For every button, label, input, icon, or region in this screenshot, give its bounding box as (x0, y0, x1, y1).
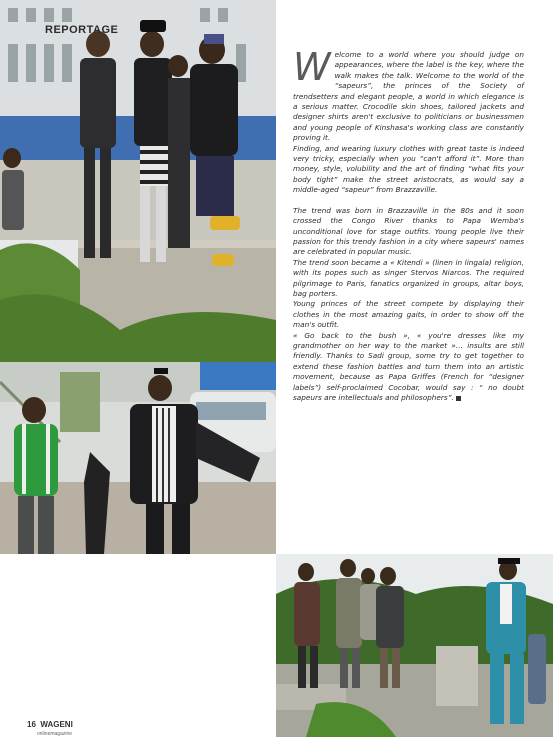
section-label: REPORTAGE (45, 24, 119, 36)
article-paragraph-3: The trend was born in Brazzaville in the 80s and it soon crossed the Congo River thanks to Papa Wemba's unconditional love for stage outfits. Young people live their passion for this trendy fashion in a city where sapeurs' names are celebrated in popular music. (293, 205, 524, 257)
photo-sapeurs-cemetery (276, 554, 553, 737)
article-paragraph-6 (293, 331, 524, 404)
drop-cap: W (293, 45, 331, 89)
intro-text: elcome to a world where you should judge on appearances, where the label is the key, where the walk makes the talk. Welcome to the world of the “sapeurs”, the princes of the Society of trendsetters and elegant people, a world in which elegance is a serious matter. Crocodile skin shoes, tailored jackets and designer shirts aren't exclusive to politicians or businessmen and young people of Kinshasa's working class are constantly proving it. (293, 50, 524, 143)
end-mark-icon (456, 396, 461, 401)
page-footer (27, 714, 73, 737)
article-paragraph-2: Finding, and wearing luxury clothes with great taste is indeed very tricky, especially when you “can't afford it”. More than money, style, volubility and the art of finding “what fits your body tight” make the street aristocrats, as would say a middle-aged “sapeur” from Brazzaville. (293, 143, 524, 195)
article-paragraph-4: The trend soon became a « Kitendi » (linen in lingala) religion, with its popes such as singer Stervos Niarcos. The required pilgrimage to Paris, fanatics organized in groups, altar boys, bag porters. (293, 257, 524, 298)
magazine-brand: WAGENI (40, 720, 73, 729)
photo-sapeurs-street (0, 362, 276, 554)
article-paragraph-5: Young princes of the street compete by displaying their clothes in the most amazing gaits, in order to show off the man's outfit. (293, 299, 524, 330)
photo-sapeurs-group (0, 0, 276, 362)
paragraph-6-text: « Go back to the bush », « you're dresses like my grandmother on her way to the market »… insults are still friendly. Thanks to Sadi group, some try to get together to extend these fashion battles and turn them into an artistic movement, because as Papa Griffes (French for “designer labels”) self-proclaimed Cocobar, would say : “ no doubt sapeurs are intellectuals and philosophers”. (293, 330, 524, 402)
article-body (293, 45, 524, 403)
page-number: 16 (27, 720, 36, 729)
article-intro (293, 45, 524, 144)
magazine-subtitle: onlinemagazine (37, 731, 73, 737)
